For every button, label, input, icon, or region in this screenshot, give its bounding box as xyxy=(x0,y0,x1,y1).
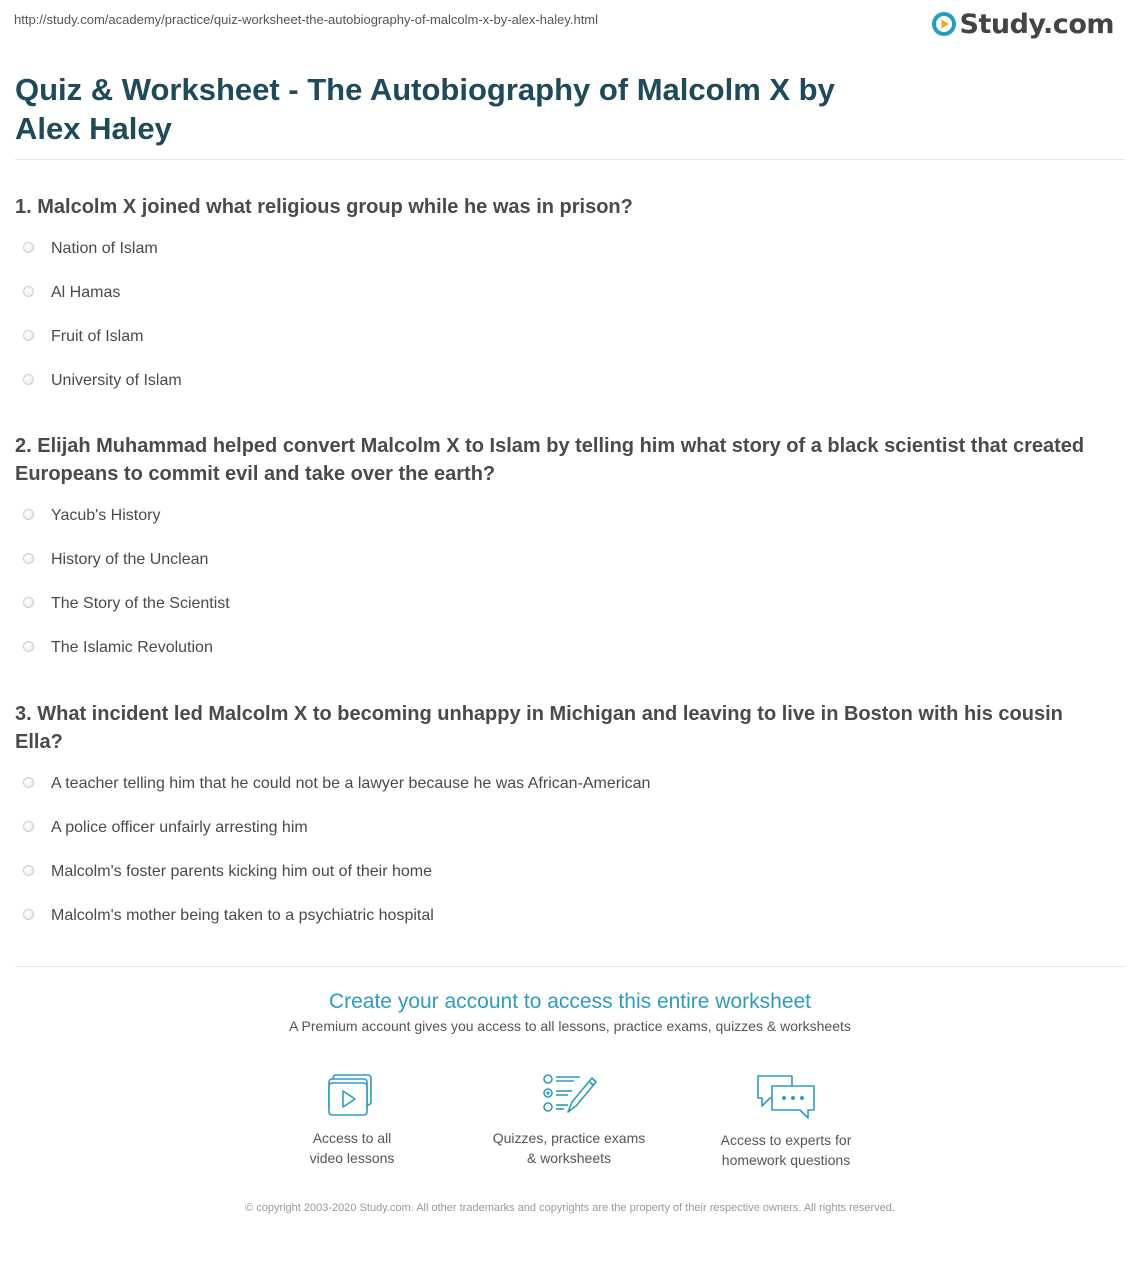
cta-divider xyxy=(15,966,1125,967)
answer-list xyxy=(15,762,1115,938)
question-text: 2. Elijah Muhammad helped convert Malcolm X to Islam by telling him what story of a black scientist that created Europeans to commit evil and take over the earth? xyxy=(15,435,1085,485)
radio-button[interactable] xyxy=(23,641,34,652)
answer-option[interactable] xyxy=(15,582,1115,626)
answer-option[interactable] xyxy=(15,538,1115,582)
feature-line-1: Access to experts for xyxy=(720,1132,852,1148)
logo-text: Study.com xyxy=(959,8,1114,40)
answer-label: Malcolm's mother being taken to a psychiatric hospital xyxy=(51,907,434,924)
answer-label: History of the Unclean xyxy=(51,551,209,568)
answer-label: Yacub's History xyxy=(51,507,161,524)
radio-button[interactable] xyxy=(23,509,34,520)
question-2 xyxy=(15,432,1115,670)
feature-line-2: & worksheets xyxy=(526,1150,612,1166)
feature-experts xyxy=(686,1072,886,1170)
feature-line-2: video lessons xyxy=(309,1150,395,1166)
answer-option[interactable] xyxy=(15,494,1115,538)
answer-option[interactable] xyxy=(15,806,1115,850)
answer-option[interactable] xyxy=(15,626,1115,670)
question-text: 1. Malcolm X joined what religious group while he was in prison? xyxy=(15,196,633,218)
answer-label: Fruit of Islam xyxy=(51,328,144,345)
signup-cta xyxy=(0,990,1140,1034)
quiz-checklist-icon xyxy=(540,1072,598,1118)
answer-list xyxy=(15,227,1115,403)
question-3 xyxy=(15,700,1115,938)
feature-video-lessons xyxy=(252,1072,452,1168)
page-url: http://study.com/academy/practice/quiz-worksheet-the-autobiography-of-malcolm-x-by-alex-haley.html xyxy=(14,12,599,27)
play-logo-icon xyxy=(931,11,957,37)
answer-label: A police officer unfairly arresting him xyxy=(51,819,308,836)
answer-option[interactable] xyxy=(15,762,1115,806)
answer-option[interactable] xyxy=(15,894,1115,938)
answer-label: Nation of Islam xyxy=(51,240,158,257)
feature-line-1: Quizzes, practice exams xyxy=(492,1130,646,1146)
radio-button[interactable] xyxy=(23,286,34,297)
answer-label: The Islamic Revolution xyxy=(51,639,213,656)
question-1 xyxy=(15,193,1115,403)
cta-title-link[interactable]: Create your account to access this entire worksheet xyxy=(328,990,812,1013)
radio-button[interactable] xyxy=(23,909,34,920)
radio-button[interactable] xyxy=(23,865,34,876)
answer-label: Malcolm's foster parents kicking him out of their home xyxy=(51,863,432,880)
radio-button[interactable] xyxy=(23,553,34,564)
chat-bubbles-icon xyxy=(754,1072,818,1120)
answer-option[interactable] xyxy=(15,850,1115,894)
radio-button[interactable] xyxy=(23,330,34,341)
radio-button[interactable] xyxy=(23,821,34,832)
cta-subtitle: A Premium account gives you access to all lessons, practice exams, quizzes & worksheets xyxy=(289,1018,851,1034)
page-title: Quiz & Worksheet - The Autobiography of Malcolm X by Alex Haley xyxy=(15,72,835,146)
question-text: 3. What incident led Malcolm X to becoming unhappy in Michigan and leaving to live in Boston with his cousin Ella? xyxy=(15,703,1063,753)
radio-button[interactable] xyxy=(23,777,34,788)
feature-line-2: homework questions xyxy=(721,1152,851,1168)
video-lessons-icon xyxy=(325,1072,379,1118)
radio-button[interactable] xyxy=(23,374,34,385)
copyright-notice: © copyright 2003-2020 Study.com. All other trademarks and copyrights are the property of their respective owners. All rights reserved. xyxy=(245,1202,895,1214)
answer-option[interactable] xyxy=(15,359,1115,403)
answer-label: A teacher telling him that he could not be a lawyer because he was African-American xyxy=(51,775,651,792)
feature-quizzes xyxy=(469,1072,669,1168)
answer-list xyxy=(15,494,1115,670)
radio-button[interactable] xyxy=(23,242,34,253)
answer-label: Al Hamas xyxy=(51,284,121,301)
radio-button[interactable] xyxy=(23,597,34,608)
title-divider xyxy=(15,159,1125,160)
answer-option[interactable] xyxy=(15,271,1115,315)
answer-option[interactable] xyxy=(15,227,1115,271)
study-logo[interactable] xyxy=(931,6,1114,42)
answer-label: University of Islam xyxy=(51,372,182,389)
answer-option[interactable] xyxy=(15,315,1115,359)
answer-label: The Story of the Scientist xyxy=(51,595,230,612)
feature-line-1: Access to all xyxy=(312,1130,392,1146)
